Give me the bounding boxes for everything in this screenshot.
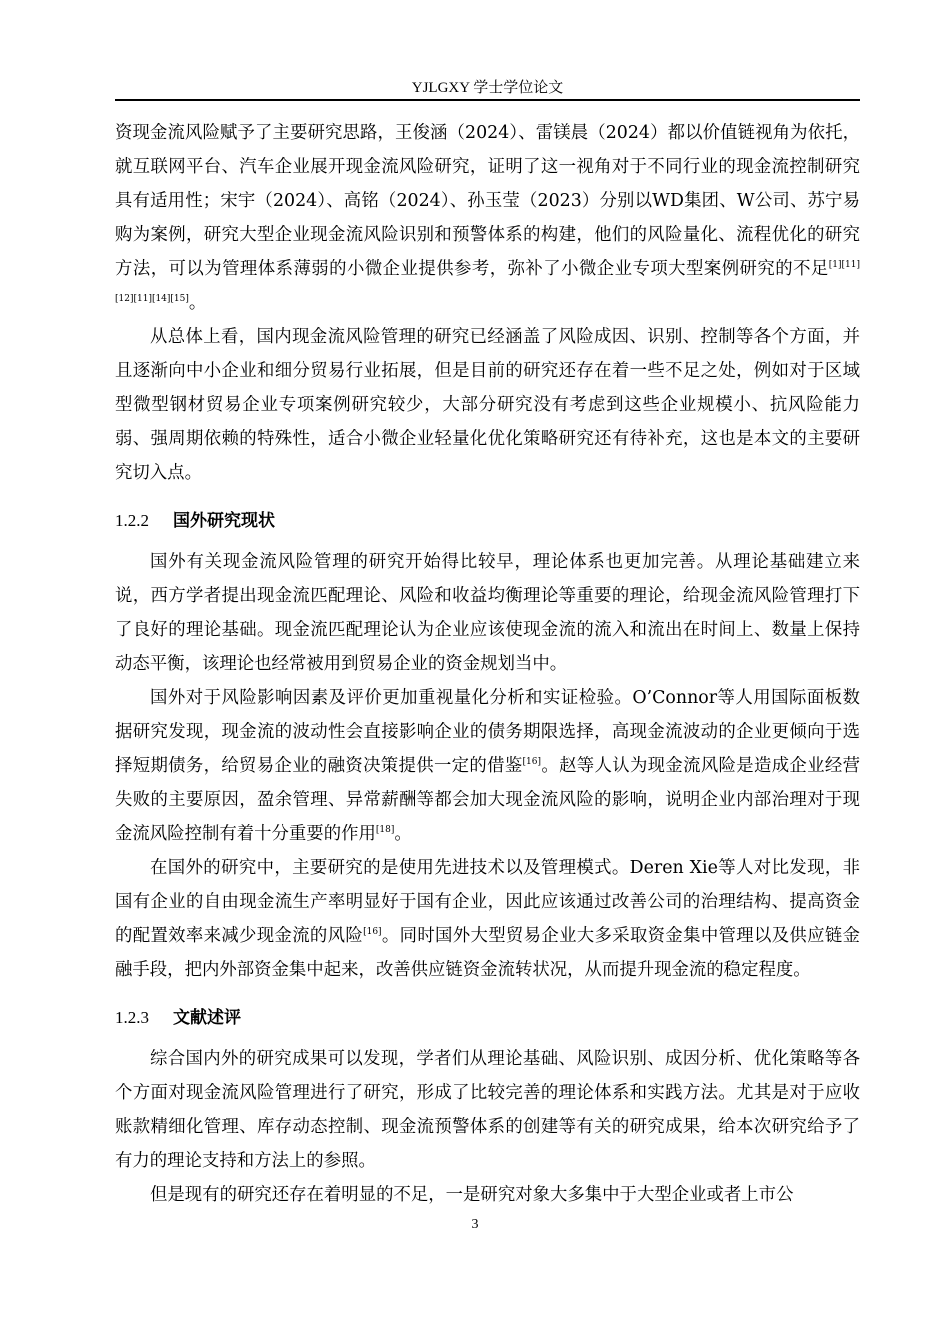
paragraph: 综合国内外的研究成果可以发现，学者们从理论基础、风险识别、成因分析、优化策略等各个方面对现金流风险管理进行了研究，形成了比较完善的理论体系和实践方法。尤其是对于应收账款精细化管理、库存动态控制、现金流预警体系的创建等有关的研究成果，给本次研究给予了有力的理论支持和方法上的参照。: [115, 1049, 860, 1171]
page-body: [115, 116, 860, 1212]
citation: [18]: [375, 825, 395, 835]
paragraph-text: 。同时国外大型贸易企业大多采取资金集中管理以及供应链金融手段，把内外部资金集中起来，改善供应链资金流转状况，从而提升现金流的稳定程度。: [115, 926, 860, 980]
section-title: 文献述评: [173, 1008, 241, 1028]
paragraph-text: 。: [188, 293, 207, 313]
paragraph: 国外有关现金流风险管理的研究开始得比较早，理论体系也更加完善。从理论基础建立来说，西方学者提出现金流匹配理论、风险和收益均衡理论等重要的理论，给现金流风险管理打下了良好的理论基础。现金流匹配理论认为企业应该使现金流的流入和流出在时间上、数量上保持动态平衡，该理论也经常被用到贸易企业的资金规划当中。: [115, 552, 860, 674]
paragraph: [115, 851, 860, 987]
citation: [16]: [522, 757, 542, 767]
citation: [16]: [363, 927, 382, 937]
paragraph-text: 在国外的研究中，主要研究的是使用先进技术以及管理模式。Deren Xie等人对比发现，非国有企业的自由现金流生产率明显好于国有企业，因此应该通过改善公司的治理结构、提高资金的配置效率来减少现金流的风险: [115, 858, 860, 946]
paragraph: [115, 116, 860, 320]
section-title: 国外研究现状: [173, 511, 275, 531]
section-number: 1.2.2: [115, 511, 149, 530]
paragraph-text: 。赵等人认为现金流风险是造成企业经营失败的主要原因，盈余管理、异常薪酬等都会加大现金流风险的影响，说明企业内部治理对于现金流风险控制有着十分重要的作用: [115, 756, 860, 844]
section-heading-1-2-2: [115, 490, 860, 545]
header-rule: [115, 99, 860, 101]
section-heading-1-2-3: [115, 987, 860, 1042]
paragraph: [115, 681, 860, 851]
paragraph-text: 国外对于风险影响因素及评价更加重视量化分析和实证检验。O’Connor等人用国际面板数据研究发现，现金流的波动性会直接影响企业的债务期限选择，高现金流波动的企业更倾向于选择短期债务，给贸易企业的融资决策提供一定的借鉴: [115, 688, 860, 776]
running-header: YJLGXY 学士学位论文: [411, 80, 564, 96]
section-number: 1.2.3: [115, 1008, 149, 1027]
paragraph: 但是现有的研究还存在着明显的不足，一是研究对象大多集中于大型企业或者上市公: [150, 1185, 794, 1205]
paragraph-text: 。: [394, 824, 412, 844]
paragraph-text: 资现金流风险赋予了主要研究思路，王俊涵（2024）、雷镁晨（2024）都以价值链视角为依托，就互联网平台、汽车企业展开现金流风险研究，证明了这一视角对于不同行业的现金流控制研究具有适用性；宋宇（2024）、高铭（2024）、孙玉莹（2023）分别以WD集团、W公司、苏宁易购为案例，研究大型企业现金流风险识别和预警体系的构建，他们的风险量化、流程优化的研究方法，可以为管理体系薄弱的小微企业提供参考，弥补了小微企业专项大型案例研究的不足: [115, 123, 860, 279]
paragraph: 从总体上看，国内现金流风险管理的研究已经涵盖了风险成因、识别、控制等各个方面，并且逐渐向中小企业和细分贸易行业拓展，但是目前的研究还存在着一些不足之处，例如对于区域型微型钢材贸易企业专项案例研究较少，大部分研究没有考虑到这些企业规模小、抗风险能力弱、强周期依赖的特殊性，适合小微企业轻量化优化策略研究还有待补充，这也是本文的主要研究切入点。: [115, 327, 860, 483]
citation: [1][11][12][11][14][15]: [115, 260, 860, 304]
page-number: 3: [471, 1217, 479, 1232]
